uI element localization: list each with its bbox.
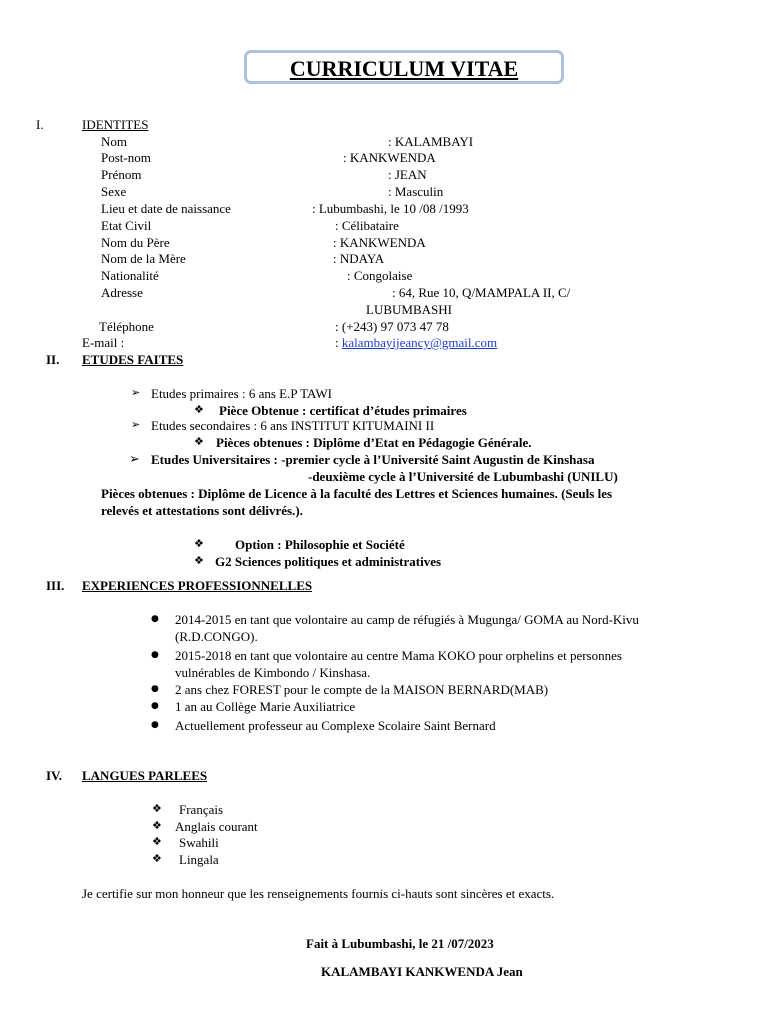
arrow-bullet-icon: ➢ [131, 418, 141, 431]
bullet-dot-icon: ● [151, 650, 159, 660]
value-email [335, 335, 497, 351]
experience-item-1-line1: 2014-2015 en tant que volontaire au camp de réfugiés à Mugunga/ GOMA au Nord-Kivu [175, 612, 639, 627]
langue-item-4: Lingala [179, 852, 219, 867]
section-number-identites: I. [36, 117, 44, 132]
diamond-bullet-icon: ❖ [194, 403, 204, 416]
g2-text: G2 Sciences politiques et administratives [215, 554, 442, 569]
pieces-obtenues-line1: Pièces obtenues : Diplôme de Licence à la faculté des Lettres et Sciences humaines. (Seuls les [101, 486, 613, 501]
value-sexe: : Masculin [388, 184, 444, 199]
label-adresse: Adresse [101, 285, 143, 300]
email-prefix: : [335, 335, 342, 350]
diamond-bullet-icon: ❖ [194, 554, 204, 567]
bullet-dot-icon: ● [151, 720, 159, 730]
etudes-primaires: Etudes primaires : 6 ans E.P TAWI [151, 386, 332, 401]
label-etat-civil: Etat Civil [101, 218, 152, 233]
diamond-bullet-icon: ❖ [152, 835, 162, 848]
title-box [244, 50, 564, 84]
arrow-bullet-icon: ➢ [129, 452, 140, 467]
label-nom-mere: Nom de la Mère [101, 251, 186, 266]
label-nationalite: Nationalité [101, 268, 159, 283]
value-nom: : KALAMBAYI [388, 134, 474, 149]
label-lieu-date-naissance: Lieu et date de naissance [101, 201, 231, 216]
value-telephone: : (+243) 97 073 47 78 [335, 319, 449, 334]
diamond-bullet-icon: ❖ [152, 802, 162, 815]
bullet-dot-icon: ● [151, 684, 159, 694]
experience-item-1-line2: (R.D.CONGO). [175, 629, 258, 644]
email-link[interactable]: kalambayijeancy@gmail.com [341, 335, 498, 350]
section-title-experiences: EXPERIENCES PROFESSIONNELLES [82, 578, 313, 593]
section-number-langues: IV. [46, 768, 63, 783]
langue-item-3: Swahili [179, 835, 219, 850]
option-text: Option : Philosophie et Société [235, 537, 405, 552]
etudes-universitaires-line2: -deuxième cycle à l’Université de Lubumbashi (UNILU) [308, 469, 618, 484]
arrow-bullet-icon: ➢ [131, 386, 141, 399]
diamond-bullet-icon: ❖ [194, 537, 204, 550]
etudes-primaires-piece: Pièce Obtenue : certificat d’études primaires [219, 403, 467, 418]
section-number-etudes: II. [46, 352, 60, 367]
section-title-identites: IDENTITES [82, 117, 149, 132]
experience-item-2-line1: 2015-2018 en tant que volontaire au centre Mama KOKO pour orphelins et personnes [175, 648, 622, 663]
experience-item-4: 1 an au Collège Marie Auxiliatrice [175, 699, 356, 714]
etudes-secondaires-piece: Pièces obtenues : Diplôme d’Etat en Pédagogie Générale. [216, 435, 532, 450]
diamond-bullet-icon: ❖ [194, 435, 204, 448]
langue-item-1: Français [179, 802, 224, 817]
etudes-secondaires: Etudes secondaires : 6 ans INSTITUT KITUMAINI II [151, 418, 435, 433]
value-adresse-line2: LUBUMBASHI [366, 302, 452, 317]
section-title-langues: LANGUES PARLEES [82, 768, 208, 783]
value-nom-pere: : KANKWENDA [333, 235, 426, 250]
label-sexe: Sexe [101, 184, 127, 199]
section-title-etudes: ETUDES FAITES [82, 352, 184, 367]
value-etat-civil: : Célibataire [335, 218, 399, 233]
bullet-dot-icon: ● [151, 701, 159, 711]
value-post-nom: : KANKWENDA [343, 150, 436, 165]
label-nom: Nom [101, 134, 127, 149]
experience-item-2-line2: vulnérables de Kimbondo / Kinshasa. [175, 665, 371, 680]
pieces-obtenues-line2: relevés et attestations sont délivrés.). [101, 503, 303, 518]
value-nom-mere: : NDAYA [333, 251, 385, 266]
page-title: CURRICULUM VITAE [289, 56, 519, 81]
langue-item-2: Anglais courant [175, 819, 258, 834]
experience-item-5: Actuellement professeur au Complexe Scolaire Saint Bernard [175, 718, 496, 733]
label-post-nom: Post-nom [101, 150, 151, 165]
etudes-universitaires-line1: Etudes Universitaires : -premier cycle à l’Université Saint Augustin de Kinshasa [151, 452, 595, 467]
label-prenom: Prénom [101, 167, 142, 182]
signature-name: KALAMBAYI KANKWENDA Jean [321, 964, 523, 979]
value-nationalite: : Congolaise [347, 268, 413, 283]
label-telephone: Téléphone [99, 319, 154, 334]
bullet-dot-icon: ● [151, 614, 159, 624]
diamond-bullet-icon: ❖ [152, 819, 162, 832]
experience-item-3: 2 ans chez FOREST pour le compte de la MAISON BERNARD(MAB) [175, 682, 549, 697]
label-nom-pere: Nom du Père [101, 235, 170, 250]
value-adresse: : 64, Rue 10, Q/MAMPALA II, C/ [392, 285, 571, 300]
section-number-experiences: III. [46, 578, 65, 593]
value-lieu-date-naissance: : Lubumbashi, le 10 /08 /1993 [312, 201, 469, 216]
label-email: E-mail : [82, 335, 125, 350]
signature-place-date: Fait à Lubumbashi, le 21 /07/2023 [306, 936, 494, 951]
certification-text: Je certifie sur mon honneur que les renseignements fournis ci-hauts sont sincères et exacts. [82, 886, 555, 901]
value-prenom: : JEAN [388, 167, 427, 182]
diamond-bullet-icon: ❖ [152, 852, 162, 865]
